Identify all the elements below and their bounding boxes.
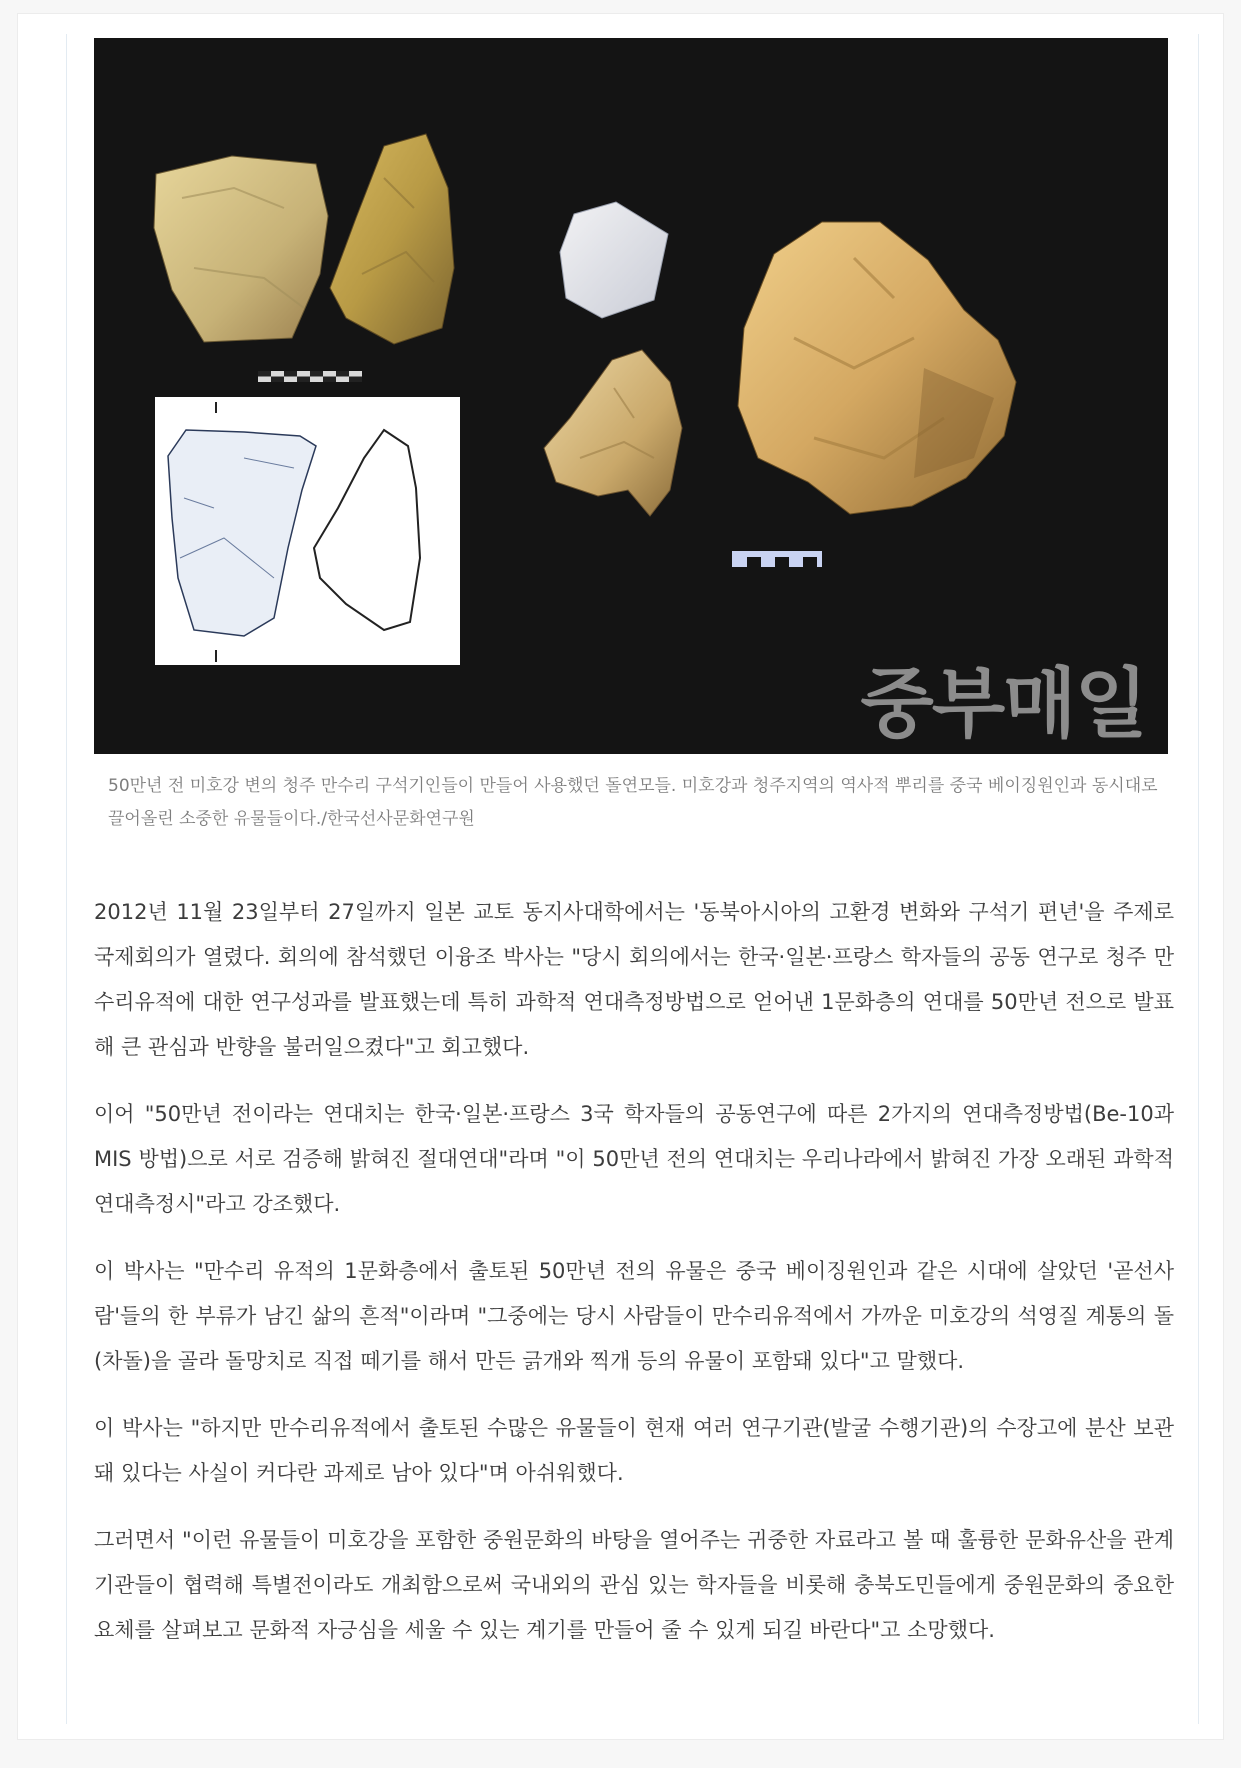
stone-tool-2 — [330, 134, 454, 344]
stone-tool-3 — [560, 202, 668, 318]
stone-tools-illustration — [94, 38, 1168, 754]
newspaper-logo: 중부매일 — [860, 659, 1146, 748]
page-margin-line-right — [1198, 34, 1199, 1724]
scale-bar-1 — [258, 371, 362, 382]
scale-bar-2 — [732, 551, 822, 567]
stone-tool-1 — [154, 156, 328, 342]
scanned-page — [18, 14, 1223, 1739]
article-body — [94, 890, 1174, 1675]
stone-tool-5 — [738, 222, 1016, 514]
line-drawing-panel — [155, 397, 460, 665]
article-paragraph: 2012년 11월 23일부터 27일까지 일본 교토 동지사대학에서는 '동북아시아의 고환경 변화와 구석기 편년'을 주제로 국제회의가 열렸다. 회의에 참석했던 이융조 박사는 "당시 회의에서는 한국·일본·프랑스 학자들의 공동 연구로 청주 만수리유적에 대한 연구성과를 발표했는데 특히 과학적 연대측정방법으로 얻어낸 1문화층의 연대를 50만년 전으로 발표해 큰 관심과 반향을 불러일으켰다"고 회고했다. — [94, 900, 1174, 1059]
page-margin-line-left — [66, 34, 67, 1724]
photo-caption: 50만년 전 미호강 변의 청주 만수리 구석기인들이 만들어 사용했던 돌연모들. 미호강과 청주지역의 역사적 뿌리를 중국 베이징원인과 동시대로 끌어올린 소중한 유물들이다./한국선사문화연구원 — [108, 776, 1158, 829]
article-paragraph: 이 박사는 "하지만 만수리유적에서 출토된 수많은 유물들이 현재 여러 연구기관(발굴 수행기관)의 수장고에 분산 보관돼 있다는 사실이 커다란 과제로 남아 있다"며 아쉬워했다. — [94, 1416, 1174, 1485]
article-paragraph: 그러면서 "이런 유물들이 미호강을 포함한 중원문화의 바탕을 열어주는 귀중한 자료라고 볼 때 훌륭한 문화유산을 관계기관들이 협력해 특별전이라도 개최함으로써 국내외의 관심 있는 학자들을 비롯해 충북도민들에게 중원문화의 중요한 요체를 살펴보고 문화적 자긍심을 세울 수 있는 계기를 만들어 줄 수 있게 되길 바란다"고 소망했다. — [94, 1528, 1174, 1642]
stone-tool-4 — [544, 350, 682, 516]
article-paragraph: 이어 "50만년 전이라는 연대치는 한국·일본·프랑스 3국 학자들의 공동연구에 따른 2가지의 연대측정방법(Be-10과 MIS 방법)으로 서로 검증해 밝혀진 절대연대"라며 "이 50만년 전의 연대치는 우리나라에서 밝혀진 가장 오래된 과학적 연대측정시"라고 강조했다. — [94, 1102, 1174, 1216]
article-paragraph: 이 박사는 "만수리 유적의 1문화층에서 출토된 50만년 전의 유물은 중국 베이징원인과 같은 시대에 살았던 '곧선사람'들의 한 부류가 남긴 삶의 흔적"이라며 "그중에는 당시 사람들이 만수리유적에서 가까운 미호강의 석영질 계통의 돌(차돌)을 골라 돌망치로 직접 떼기를 해서 만든 긁개와 찍개 등의 유물이 포함돼 있다"고 말했다. — [94, 1259, 1174, 1373]
article-photo — [94, 38, 1168, 754]
